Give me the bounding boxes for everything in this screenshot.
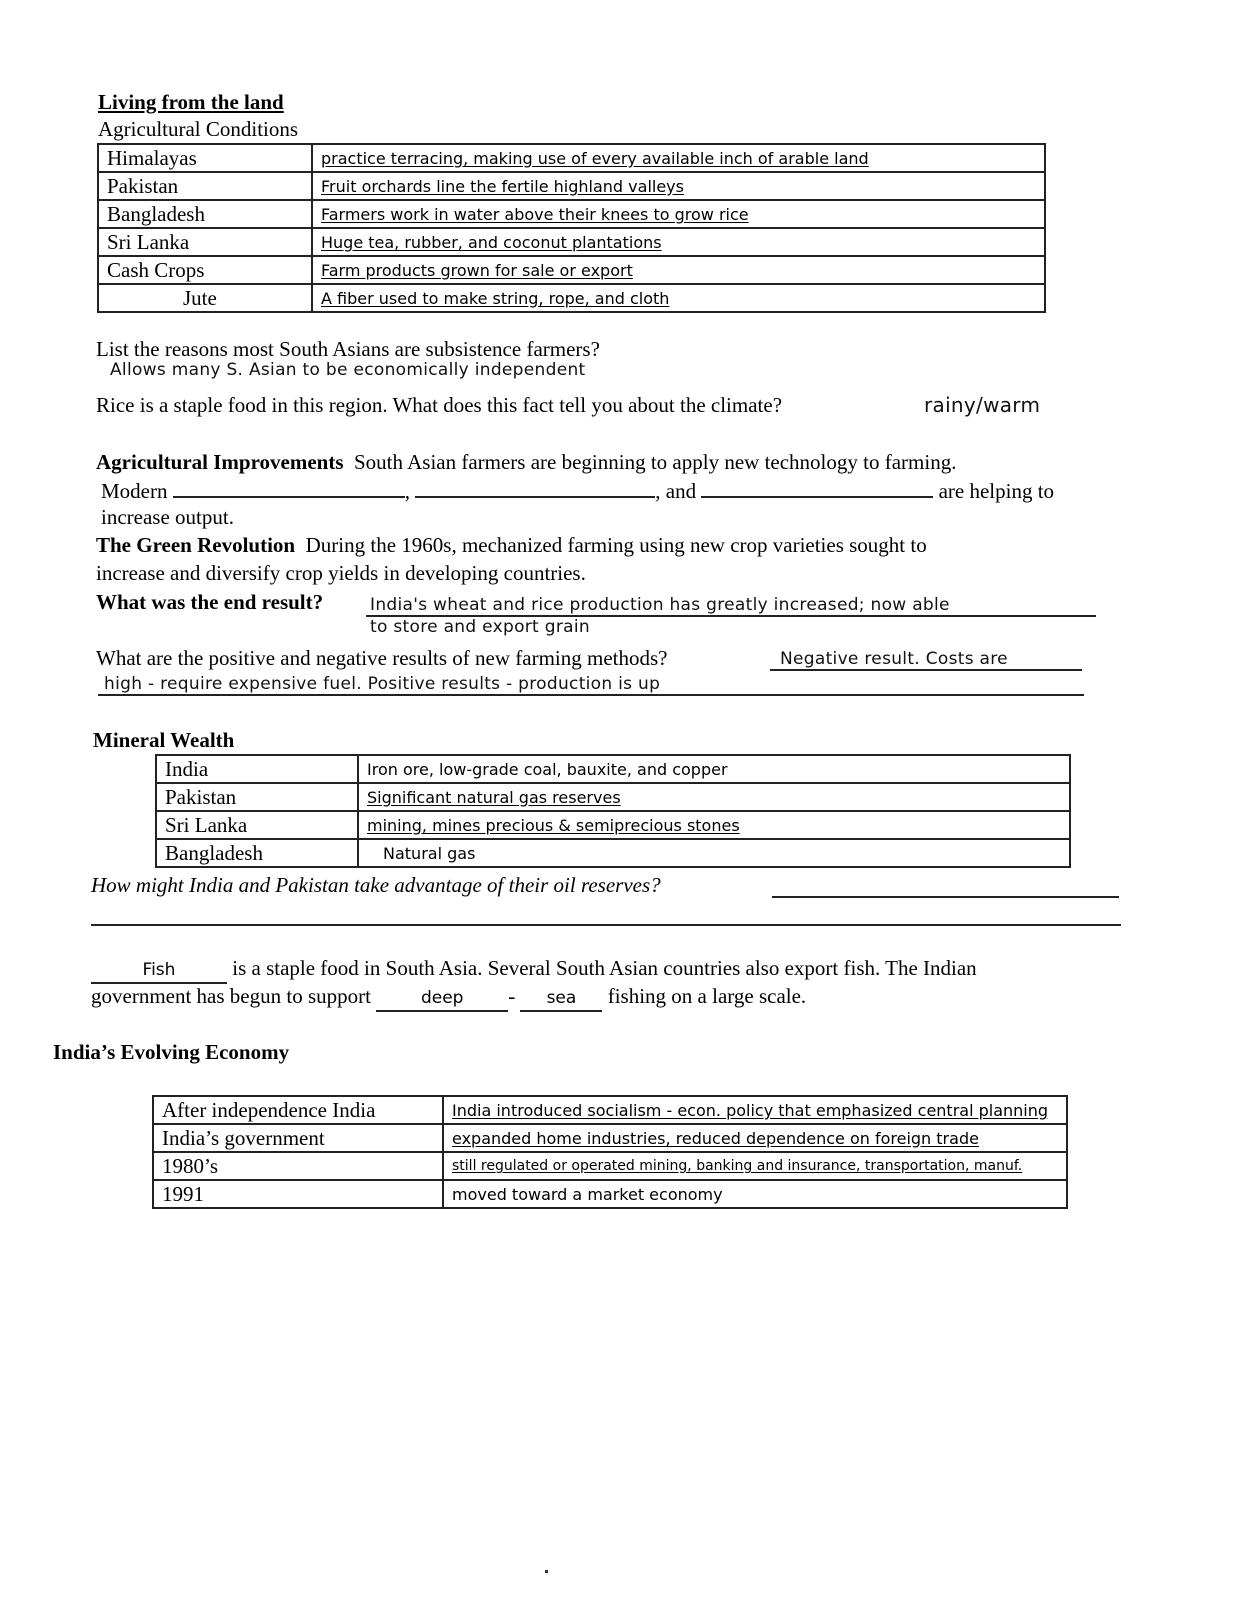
question-climate: Rice is a staple food in this region. What does this fact tell you about the climate? <box>96 393 783 417</box>
row-label: Bangladesh <box>156 839 358 867</box>
modern-label: Modern <box>101 479 168 503</box>
green-text-2: increase and diversify crop yields in developing countries. <box>96 561 586 585</box>
row-answer[interactable]: Iron ore, low-grade coal, bauxite, and copper <box>358 755 1070 783</box>
answer-line-oil-1[interactable] <box>772 896 1119 898</box>
fish-text-2: government has begun to support <box>91 984 371 1008</box>
row-label: Jute <box>98 284 312 312</box>
row-answer[interactable]: Farm products grown for sale or export <box>312 256 1045 284</box>
row-label: Cash Crops <box>98 256 312 284</box>
answer-end-result-2[interactable]: to store and export grain <box>370 617 590 637</box>
row-label: 1991 <box>153 1180 443 1208</box>
row-label: India <box>156 755 358 783</box>
modern-blank-1[interactable] <box>173 478 405 498</box>
question-subsistence: List the reasons most South Asians are subsistence farmers? <box>96 337 600 361</box>
comma: , <box>404 479 410 503</box>
table-row <box>156 839 1070 867</box>
fish-text-3: fishing on a large scale. <box>607 984 807 1008</box>
answer-subsistence[interactable]: Allows many S. Asian to be economically independent <box>110 360 586 380</box>
row-label: Bangladesh <box>98 200 312 228</box>
section-title: Living from the land <box>98 90 284 114</box>
table-row <box>153 1124 1067 1152</box>
row-answer[interactable]: India introduced socialism - econ. policy that emphasized central planning <box>443 1096 1067 1124</box>
improvements-text: South Asian farmers are beginning to apply new technology to farming. <box>354 450 957 474</box>
table-row <box>156 811 1070 839</box>
row-label: India’s government <box>153 1124 443 1152</box>
table-row <box>153 1180 1067 1208</box>
mineral-heading: Mineral Wealth <box>93 728 235 752</box>
question-end-result: What was the end result? <box>96 590 324 614</box>
answer-pos-neg-2[interactable]: high - require expensive fuel. Positive results - production is up <box>98 674 1084 696</box>
improvements-heading: Agricultural Improvements <box>96 450 344 474</box>
increase-output: increase output. <box>101 505 234 529</box>
table-row <box>98 200 1045 228</box>
table-row <box>98 284 1045 312</box>
row-label: Pakistan <box>98 172 312 200</box>
table-row <box>98 144 1045 172</box>
economy-table <box>152 1095 1068 1209</box>
row-label: Pakistan <box>156 783 358 811</box>
table-row <box>98 228 1045 256</box>
section-subtitle: Agricultural Conditions <box>98 117 299 141</box>
answer-climate[interactable]: rainy/warm <box>924 393 1041 417</box>
dash: - <box>508 984 516 1008</box>
row-label: Sri Lanka <box>98 228 312 256</box>
blank-fish[interactable]: Fish <box>91 958 227 984</box>
row-label: After independence India <box>153 1096 443 1124</box>
row-answer[interactable]: Significant natural gas reserves <box>358 783 1070 811</box>
fish-text-1: is a staple food in South Asia. Several South Asian countries also export fish. The Indian <box>232 956 977 980</box>
modern-blank-3[interactable] <box>701 478 933 498</box>
table-row <box>98 172 1045 200</box>
table-row <box>153 1096 1067 1124</box>
row-answer[interactable]: Fruit orchards line the fertile highland valleys <box>312 172 1045 200</box>
row-answer[interactable]: mining, mines precious & semiprecious stones <box>358 811 1070 839</box>
modern-blank-2[interactable] <box>415 478 655 498</box>
row-answer[interactable]: practice terracing, making use of every available inch of arable land <box>312 144 1045 172</box>
mineral-wealth-table <box>155 754 1071 868</box>
scan-speck <box>545 1570 548 1573</box>
agricultural-conditions-table <box>97 143 1046 313</box>
answer-pos-neg-1[interactable]: Negative result. Costs are <box>770 649 1082 671</box>
table-row <box>153 1152 1067 1180</box>
row-answer[interactable]: Natural gas <box>358 839 1070 867</box>
table-row <box>98 256 1045 284</box>
and-label: , and <box>655 479 697 503</box>
table-row <box>156 755 1070 783</box>
answer-line-oil-2[interactable] <box>91 924 1121 926</box>
table-row <box>156 783 1070 811</box>
question-pos-neg: What are the positive and negative results of new farming methods? <box>96 646 668 670</box>
helping-label: are helping to <box>938 479 1055 503</box>
row-answer[interactable]: still regulated or operated mining, banking and insurance, transportation, manuf. <box>443 1152 1067 1180</box>
row-label: 1980’s <box>153 1152 443 1180</box>
blank-sea[interactable]: sea <box>520 986 602 1012</box>
row-label: Himalayas <box>98 144 312 172</box>
row-answer[interactable]: Huge tea, rubber, and coconut plantations <box>312 228 1045 256</box>
green-text-1: During the 1960s, mechanized farming using new crop varieties sought to <box>305 533 927 557</box>
row-answer[interactable]: A fiber used to make string, rope, and cloth <box>312 284 1045 312</box>
row-answer[interactable]: moved toward a market economy <box>443 1180 1067 1208</box>
row-answer[interactable]: expanded home industries, reduced dependence on foreign trade <box>443 1124 1067 1152</box>
row-answer[interactable]: Farmers work in water above their knees to grow rice <box>312 200 1045 228</box>
economy-heading: India’s Evolving Economy <box>53 1040 290 1064</box>
green-heading: The Green Revolution <box>96 533 296 557</box>
question-oil-reserves: How might India and Pakistan take advantage of their oil reserves? <box>91 873 661 897</box>
answer-end-result-1[interactable]: India's wheat and rice production has greatly increased; now able <box>366 595 1096 617</box>
row-label: Sri Lanka <box>156 811 358 839</box>
blank-deep[interactable]: deep <box>376 986 508 1012</box>
